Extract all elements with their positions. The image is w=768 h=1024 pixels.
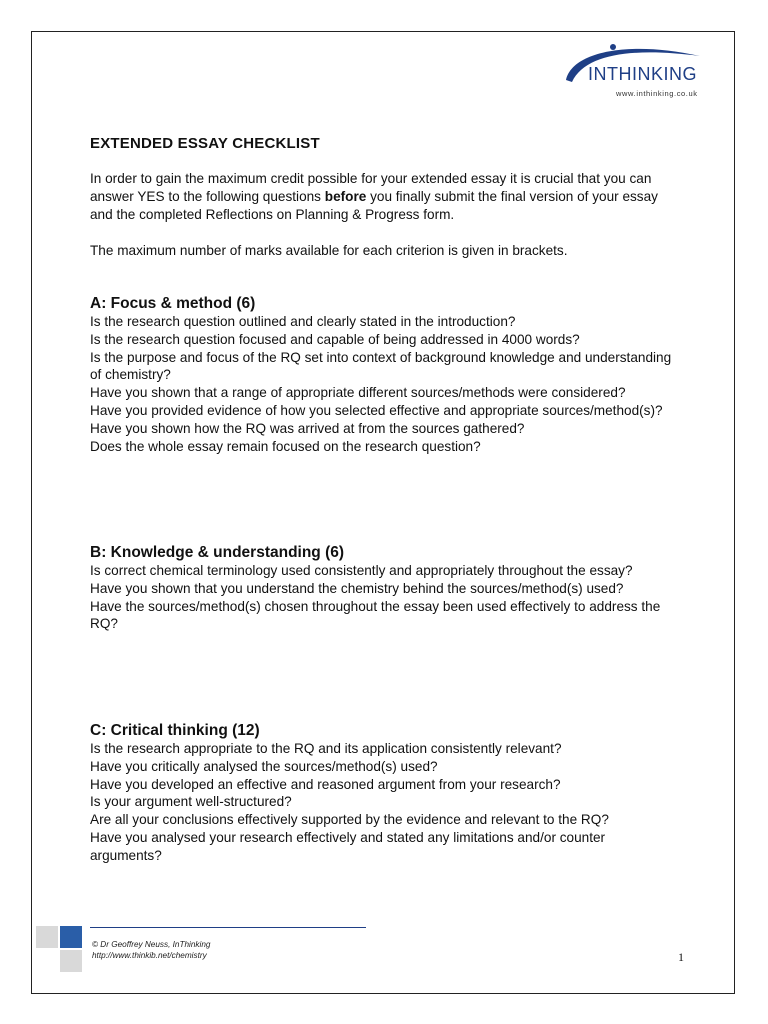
marks-note: The maximum number of marks available for each criterion is given in brackets. <box>90 243 568 258</box>
page-title: EXTENDED ESSAY CHECKLIST <box>90 135 320 152</box>
intro-text-start: In order to gain the maximum credit possible for your extended essay it is crucial that you can answer YES to the following questions <box>90 171 652 204</box>
footer-square-gray <box>60 950 82 972</box>
checklist-question: Is the research question outlined and clearly stated in the introduction? <box>90 314 516 329</box>
section-heading: C: Critical thinking (12) <box>90 722 260 739</box>
footer-square-gray <box>36 926 58 948</box>
checklist-question: Is your argument well-structured? <box>90 794 292 810</box>
checklist-question: Have you critically analysed the sources/method(s) used? <box>90 758 438 774</box>
section-knowledge-understanding <box>90 544 680 633</box>
footer-square-blue <box>60 926 82 948</box>
footer-url: http://www.thinkib.net/chemistry <box>92 951 207 960</box>
checklist-question: Does the whole essay remain focused on the research question? <box>90 438 481 454</box>
checklist-question: Is the purpose and focus of the RQ set into context of background knowledge and understanding of chemistry? <box>90 349 672 383</box>
intro-paragraph <box>90 170 670 224</box>
checklist-question: Are all your conclusions effectively supported by the evidence and relevant to the RQ? <box>90 812 609 828</box>
checklist-question: Is the research appropriate to the RQ and its application consistently relevant? <box>90 741 562 756</box>
section-heading: B: Knowledge & understanding (6) <box>90 544 345 561</box>
footer-rule <box>90 927 366 928</box>
intro-text-end: you finally submit the final version of your essay and the completed Reflections on Planning & Progress form. <box>90 189 658 222</box>
intro-bold-word: before <box>324 189 367 204</box>
checklist-question: Have you shown how the RQ was arrived at from the sources gathered? <box>90 420 525 436</box>
footer-author: © Dr Geoffrey Neuss, InThinking <box>92 940 211 949</box>
checklist-question: Have you shown that you understand the chemistry behind the sources/method(s) used? <box>90 580 624 596</box>
checklist-question: Have you shown that a range of appropriate different sources/methods were considered? <box>90 385 626 401</box>
checklist-question: Have you provided evidence of how you selected effective and appropriate sources/method(s)? <box>90 402 663 418</box>
section-heading: A: Focus & method (6) <box>90 295 256 312</box>
checklist-question: Have you developed an effective and reasoned argument from your research? <box>90 776 561 792</box>
logo-brand-text: INTHINKING <box>588 64 698 84</box>
section-critical-thinking <box>90 722 680 865</box>
footer-credits <box>92 939 210 961</box>
section-focus-method <box>90 295 680 455</box>
logo-url: www.inthinking.co.uk <box>616 89 698 98</box>
checklist-question: Is correct chemical terminology used consistently and appropriately throughout the essay? <box>90 563 633 578</box>
inthinking-logo <box>558 42 704 102</box>
checklist-question: Have the sources/method(s) chosen throughout the essay been used effectively to address the RQ? <box>90 598 661 632</box>
checklist-question: Is the research question focused and capable of being addressed in 4000 words? <box>90 331 580 347</box>
checklist-question: Have you analysed your research effectively and stated any limitations and/or counter arguments? <box>90 829 606 863</box>
page-number: 1 <box>678 950 684 964</box>
